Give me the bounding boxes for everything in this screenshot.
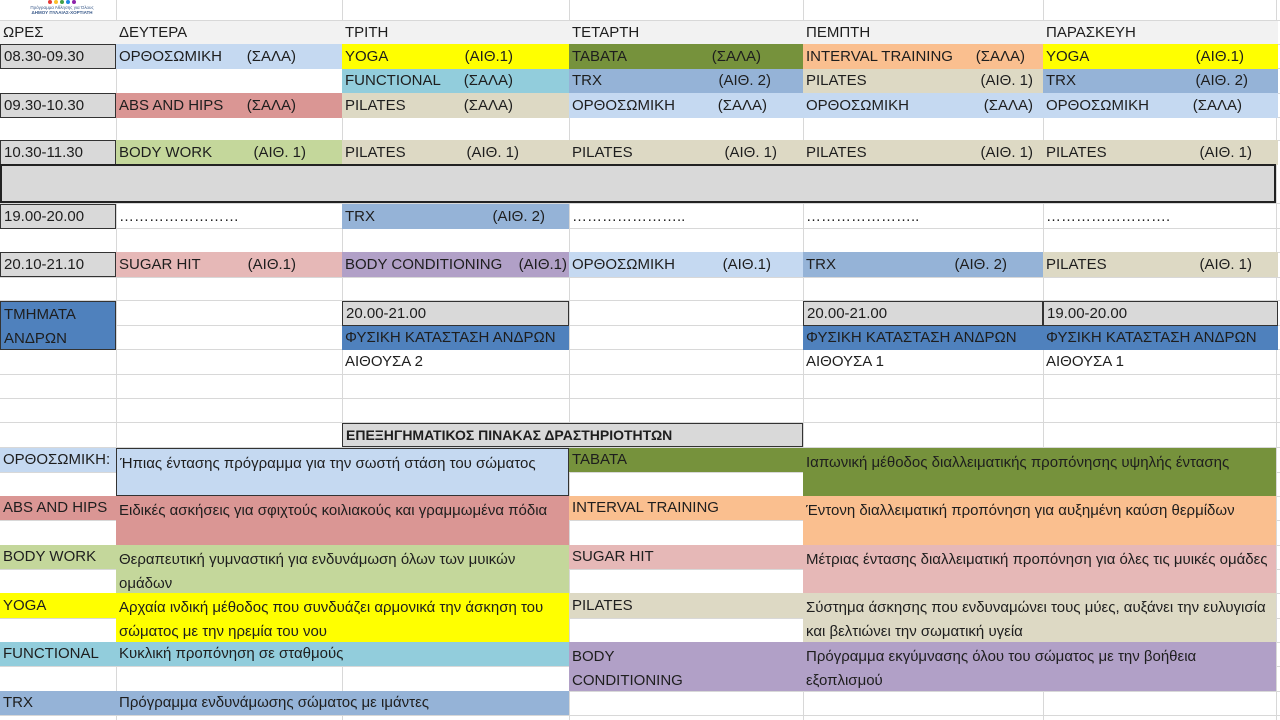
header-tuesday: ΤΡΙΤΗ: [342, 21, 569, 44]
class-cell: PILATES (ΣΑΛΑ): [342, 93, 569, 118]
header-monday: ΔΕΥΤΕΡΑ: [116, 21, 342, 44]
legend-activity-description: Αρχαία ινδική μέθοδος που συνδυάζει αρμονικά την άσκηση του σώματος με την ηρεμία του νου: [116, 593, 569, 642]
class-cell: ABS AND HIPS (ΣΑΛΑ): [116, 93, 342, 118]
mens-time: 19.00-20.00: [1043, 301, 1278, 326]
class-cell: BODY CONDITIONING (ΑΙΘ.1): [342, 252, 569, 277]
class-cell: INTERVAL TRAINING (ΣΑΛΑ): [803, 44, 1043, 69]
class-cell: PILATES (ΑΙΘ. 1): [1043, 252, 1278, 277]
class-cell: …………………..: [572, 207, 686, 225]
legend-activity-name-fill: [689, 642, 803, 691]
legend-activity-name: BODY WORK: [0, 545, 116, 569]
class-cell: ΟΡΘΟΣΩΜΙΚΗ (ΑΙΘ.1): [569, 252, 803, 277]
class-cell: …………………….: [1046, 207, 1171, 225]
class-cell: ΟΡΘΟΣΩΜΙΚΗ (ΣΑΛΑ): [569, 93, 803, 118]
mens-room: ΑΙΘΟΥΣΑ 2: [345, 353, 423, 370]
class-cell: ΟΡΘΟΣΩΜΙΚΗ (ΣΑΛΑ): [116, 44, 342, 69]
class-cell: FUNCTIONAL (ΣΑΛΑ): [342, 69, 569, 93]
legend-activity-name: BODY CONDITIONING: [569, 642, 689, 691]
class-cell: PILATES (ΑΙΘ. 1): [342, 140, 569, 165]
class-cell: BODY WORK (ΑΙΘ. 1): [116, 140, 342, 165]
time-slot: 20.10-21.10: [0, 252, 116, 277]
legend-activity-description: Ήπιας έντασης πρόγραμμα για την σωστή στάση του σώματος: [116, 448, 569, 496]
mens-room: ΑΙΘΟΥΣΑ 1: [806, 353, 884, 370]
header-hours: ΩΡΕΣ: [0, 21, 116, 44]
mens-time: 20.00-21.00: [803, 301, 1043, 326]
class-cell: TABATA (ΣΑΛΑ): [569, 44, 803, 69]
class-cell: ΟΡΘΟΣΩΜΙΚΗ (ΣΑΛΑ): [1043, 93, 1278, 118]
legend-activity-description: Ειδικές ασκήσεις για σφιχτούς κοιλιακούς και γραμμωμένα πόδια: [116, 496, 569, 545]
mens-section-label: [0, 301, 116, 350]
class-cell: SUGAR HIT (ΑΙΘ.1): [116, 252, 342, 277]
time-slot: 09.30-10.30: [0, 93, 116, 118]
class-cell: TRX (ΑΙΘ. 2): [342, 204, 569, 229]
legend-activity-description: Θεραπευτική γυμναστική για ενδυνάμωση όλων των μυικών ομάδων: [116, 545, 569, 593]
class-cell: ……………………: [119, 207, 239, 225]
mens-label-line2: ΑΝΔΡΩΝ: [4, 330, 67, 347]
class-cell: TRX (ΑΙΘ. 2): [803, 252, 1043, 277]
legend-activity-name: INTERVAL TRAINING: [569, 496, 803, 520]
class-cell: PILATES (ΑΙΘ. 1): [803, 69, 1043, 93]
class-cell: PILATES (ΑΙΘ. 1): [803, 140, 1043, 165]
legend-activity-description: Έντονη διαλλειματική προπόνηση για αυξημένη καύση θερμίδων: [803, 496, 1276, 545]
legend-activity-description: Ιαπωνική μέθοδος διαλλειματικής προπόνησης υψηλής έντασης: [803, 448, 1276, 496]
legend-title: ΕΠΕΞΗΓΗΜΑΤΙΚΟΣ ΠΙΝΑΚΑΣ ΔΡΑΣΤΗΡΙΟΤΗΤΩΝ: [342, 423, 803, 447]
mens-class-title: ΦΥΣΙΚΗ ΚΑΤΑΣΤΑΣΗ ΑΝΔΡΩΝ: [342, 326, 569, 350]
legend-activity-description: Σύστημα άσκησης που ενδυναμώνει τους μύες, αυξάνει την ευλυγισία και βελτιώνει την σωματική υγεία: [803, 593, 1276, 642]
legend-activity-name: TABATA: [569, 448, 803, 472]
logo-line2: ΔΗΜΟΥ ΠΥΛΑΙΑΣ-ΧΟΡΤΙΑΤΗ: [31, 10, 93, 15]
class-cell: PILATES (ΑΙΘ. 1): [569, 140, 803, 165]
mens-time: 20.00-21.00: [342, 301, 569, 326]
legend-activity-description: Πρόγραμμα εκγύμνασης όλου του σώματος με την βοήθεια εξοπλισμού: [803, 642, 1276, 691]
legend-activity-name: TRX: [0, 691, 116, 715]
logo-line1: Πρόγραμμα Άθλησης για Όλους: [30, 5, 94, 10]
class-cell: …………………..: [806, 207, 920, 225]
class-cell: YOGA (ΑΙΘ.1): [342, 44, 569, 69]
time-slot: 08.30-09.30: [0, 44, 116, 69]
header-thursday: ΠΕΜΠΤΗ: [803, 21, 1043, 44]
mens-room: ΑΙΘΟΥΣΑ 1: [1046, 353, 1124, 370]
class-cell: TRX (ΑΙΘ. 2): [569, 69, 803, 93]
mens-class-title: ΦΥΣΙΚΗ ΚΑΤΑΣΤΑΣΗ ΑΝΔΡΩΝ: [1043, 326, 1278, 350]
mens-class-title: ΦΥΣΙΚΗ ΚΑΤΑΣΤΑΣΗ ΑΝΔΡΩΝ: [803, 326, 1043, 350]
time-slot: 19.00-20.00: [0, 204, 116, 229]
legend-activity-name: SUGAR HIT: [569, 545, 803, 569]
separator-band: [0, 164, 1276, 203]
header-friday: ΠΑΡΑΣΚΕΥΗ: [1043, 21, 1278, 44]
header-wednesday: ΤΕΤΑΡΤΗ: [569, 21, 803, 44]
legend-activity-name: ABS AND HIPS: [0, 496, 116, 520]
legend-activity-name: ΟΡΘΟΣΩΜΙΚΗ:: [0, 448, 116, 472]
organization-logo: [14, 0, 110, 18]
legend-activity-name: YOGA: [0, 593, 116, 618]
class-cell: TRX (ΑΙΘ. 2): [1043, 69, 1278, 93]
legend-activity-description: Πρόγραμμα ενδυνάμωσης σώματος με ιμάντες: [116, 691, 569, 715]
class-cell: ΟΡΘΟΣΩΜΙΚΗ (ΣΑΛΑ): [803, 93, 1043, 118]
class-cell: PILATES (ΑΙΘ. 1): [1043, 140, 1278, 165]
legend-activity-description: Κυκλική προπόνηση σε σταθμούς: [116, 642, 569, 666]
legend-activity-description: Μέτριας έντασης διαλλειματική προπόνηση για όλες τις μυικές ομάδες: [803, 545, 1276, 593]
legend-activity-name: PILATES: [569, 593, 803, 618]
time-slot: 10.30-11.30: [0, 140, 116, 165]
legend-activity-name: FUNCTIONAL: [0, 642, 116, 666]
mens-label-line1: ΤΜΗΜΑΤΑ: [4, 306, 76, 323]
class-cell: YOGA (ΑΙΘ.1): [1043, 44, 1278, 69]
